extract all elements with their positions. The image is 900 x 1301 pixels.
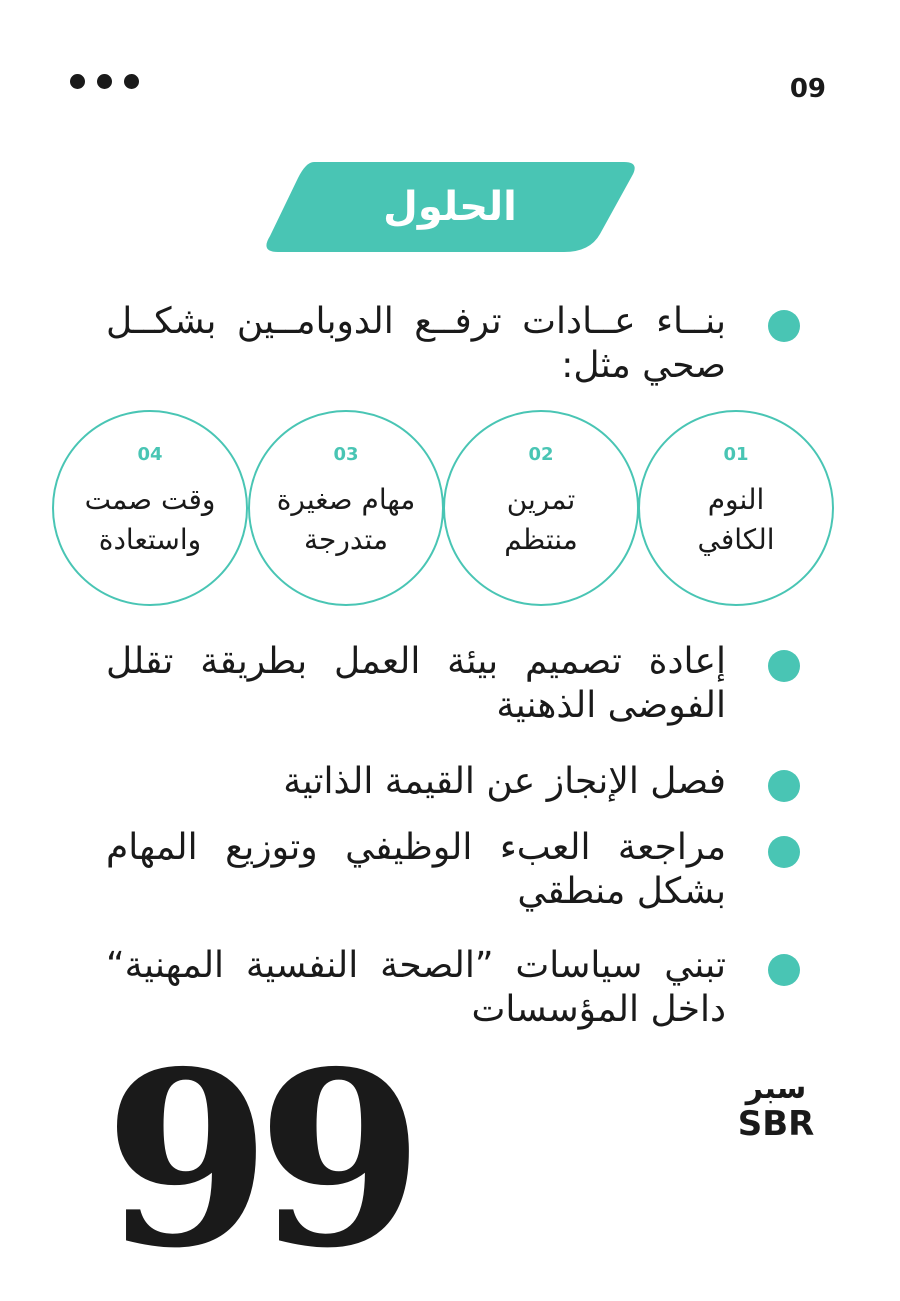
habit-label-line: تمرين [506, 483, 576, 516]
bullet-dot-icon [768, 770, 800, 802]
habit-number: 03 [333, 444, 359, 465]
habit-label-line: منتظم [504, 523, 578, 556]
dot-icon [97, 74, 112, 89]
habit-number: 01 [723, 444, 749, 465]
habit-circle [52, 410, 248, 606]
bullet-dot-icon [768, 954, 800, 986]
bullet-item [100, 826, 800, 914]
quote-mark-icon: 99 [104, 1019, 410, 1301]
habit-label-line: متدرجة [304, 523, 388, 556]
logo-latin: SBR [737, 1104, 815, 1144]
bullet-dot-icon [768, 836, 800, 868]
habit-circle [443, 410, 639, 606]
dot-icon [70, 74, 85, 89]
habit-number: 04 [137, 444, 163, 465]
habit-number: 02 [528, 444, 554, 465]
bullet-item [100, 300, 800, 388]
habit-label [54, 480, 246, 560]
habit-circle [638, 410, 834, 606]
habit-circle [248, 410, 444, 606]
habit-label [445, 480, 637, 560]
more-dots-icon[interactable] [70, 74, 139, 89]
page-number: 09 [789, 74, 826, 104]
habit-label-line: واستعادة [98, 523, 202, 556]
logo-arabic: سبر [745, 1071, 807, 1106]
bullet-dot-icon [768, 650, 800, 682]
bullet-text: إعادة تصميم بيئة العمل بطريقة تقلل الفوضى الذهنية [106, 641, 726, 726]
dot-icon [124, 74, 139, 89]
habit-label [640, 480, 832, 560]
bullet-text: مراجعة العبء الوظيفي وتوزيع المهام بشكل منطقي [106, 827, 726, 912]
bullet-item [100, 760, 800, 804]
habit-label-line: مهام صغيرة [276, 483, 416, 516]
habit-label-line: الكافي [697, 523, 775, 556]
bullet-text: بنــاء عــادات ترفــع الدوبامــين بشكــل صحي مثل: [106, 301, 726, 386]
brand-logo [736, 1072, 816, 1142]
habit-label-line: النوم [707, 483, 765, 516]
bullet-dot-icon [768, 310, 800, 342]
section-banner [264, 162, 636, 252]
bullet-text: تبني سياسات ”الصحة النفسية المهنية“ داخل المؤسسات [106, 945, 726, 1030]
section-title: الحلول [383, 184, 517, 230]
habit-label [250, 480, 442, 560]
bullet-item [100, 640, 800, 728]
bullet-text: فصل الإنجاز عن القيمة الذاتية [283, 761, 726, 802]
habit-label-line: وقت صمت [84, 483, 216, 516]
habit-circles [0, 410, 900, 610]
